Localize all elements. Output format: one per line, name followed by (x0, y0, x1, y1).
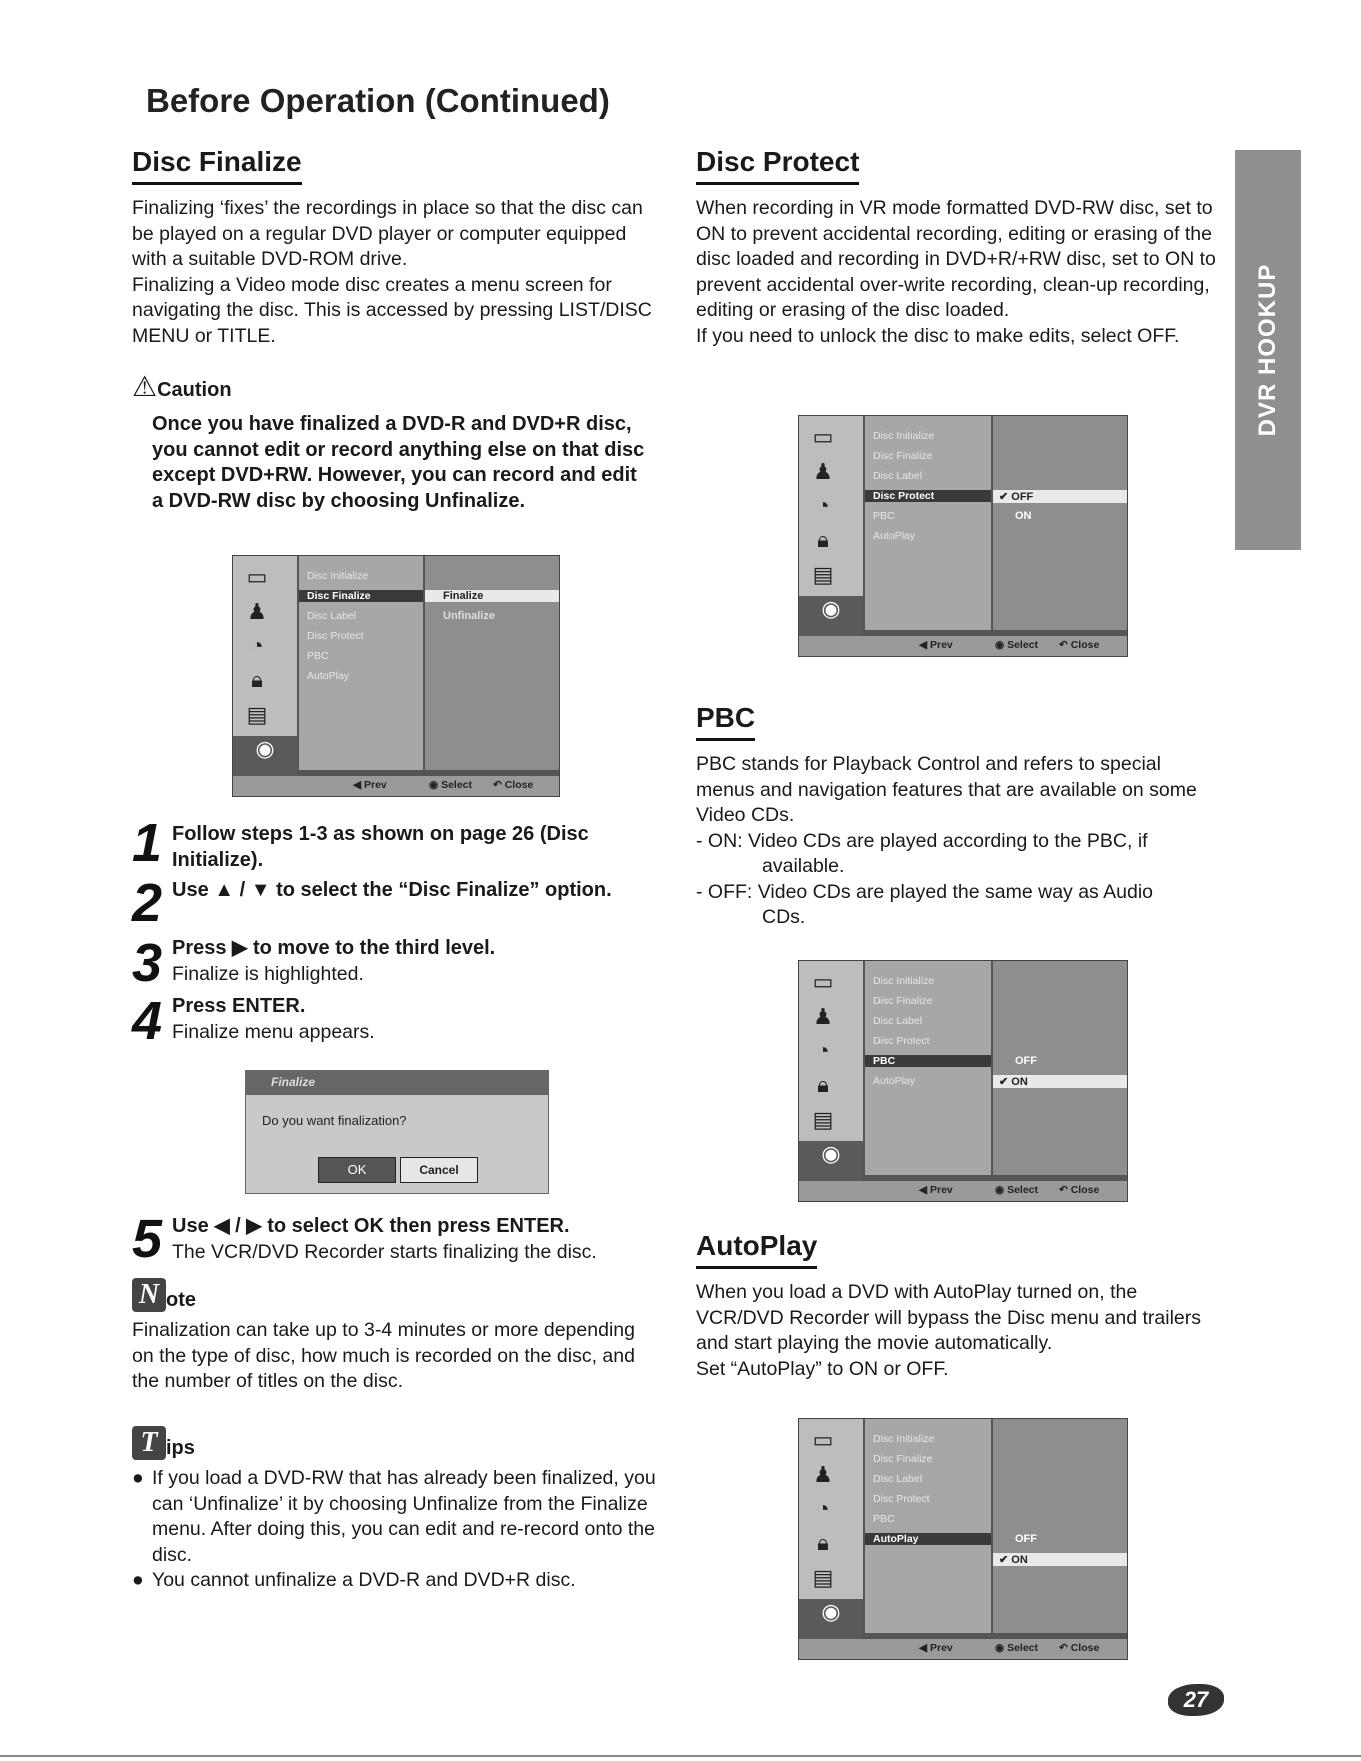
menu-item: Disc Finalize (873, 995, 933, 1007)
menu-item: PBC (873, 1513, 895, 1525)
step-number: 2 (132, 873, 163, 933)
menu-item: Disc Label (873, 1015, 923, 1027)
page-title: Before Operation (Continued) (146, 82, 610, 119)
clock-icon: ◔ (816, 1038, 830, 1063)
paragraph: If you need to unlock the disc to make edits, select OFF. (696, 324, 1180, 347)
step-detail: Finalize menu appears. (172, 1021, 375, 1043)
disc-icon: ◉ (799, 1599, 863, 1639)
menu-item: Disc Initialize (307, 570, 369, 582)
step-detail: The VCR/DVD Recorder starts finalizing the disc. (172, 1241, 597, 1263)
menu-item: Disc Label (873, 1473, 923, 1485)
side-tab-label: DVR HOOKUP (1254, 263, 1281, 437)
dialog-title: Finalize (271, 1075, 316, 1089)
dialog-question: Do you want finalization? (262, 1113, 407, 1128)
menu-item: AutoPlay (873, 530, 916, 542)
menu-item: PBC (873, 510, 895, 522)
section-title: AutoPlay (696, 1230, 817, 1269)
osd-menu-list (865, 961, 991, 1175)
tips-list (132, 1466, 662, 1594)
select-hint: ◉ Select (995, 639, 1039, 651)
pbc-on-cont: available. (762, 855, 845, 877)
osd-menu-list (299, 556, 423, 770)
osd-nav-bar (799, 1181, 1127, 1201)
disc-icon: ◉ (799, 596, 863, 636)
menu-item: Disc Protect (307, 630, 364, 642)
menu-item: Disc Protect (865, 490, 991, 502)
menu-item: Disc Label (307, 610, 357, 622)
tv-icon: ▭ (246, 564, 268, 589)
disc-finalize-body (132, 196, 662, 349)
section-title: Disc Protect (696, 146, 859, 185)
warning-icon: ⚠ (132, 371, 158, 402)
cancel-button[interactable]: Cancel (400, 1157, 478, 1183)
prev-hint: ◀ Prev (353, 779, 387, 791)
caution-heading (132, 370, 232, 403)
osd-icon-column (799, 416, 863, 630)
side-tab (1235, 150, 1301, 550)
menu-item: Disc Initialize (873, 1433, 935, 1445)
option-item: ✔ OFF (993, 490, 1127, 503)
autoplay-heading (696, 1230, 817, 1269)
osd-icon-column (799, 1419, 863, 1633)
section-title: Disc Finalize (132, 146, 302, 185)
caution-label: Caution (157, 379, 232, 401)
osd-icon-column (233, 556, 297, 770)
step-text: Press ▶ to move to the third level. (172, 937, 496, 959)
menu-item: Disc Finalize (299, 590, 423, 602)
menu-item: PBC (865, 1055, 991, 1067)
menu-item: Disc Protect (873, 1035, 930, 1047)
osd-menu-pbc (798, 960, 1128, 1202)
note-label: ote (166, 1289, 196, 1311)
paragraph: Set “AutoPlay” to ON or OFF. (696, 1357, 949, 1380)
osd-menu-protect (798, 415, 1128, 657)
step-number: 3 (132, 933, 163, 993)
paragraph: Finalizing a Video mode disc creates a menu screen for navigating the disc. This is accessed by pressing LIST/DISC MENU or TITLE. (132, 273, 652, 347)
paragraph: Finalizing ‘fixes’ the recordings in place so that the disc can be played on a regular DVD player or computer equipped with a suitable DVD-ROM drive. (132, 197, 643, 270)
option-item: OFF (1015, 1055, 1037, 1067)
menu-item: Disc Initialize (873, 975, 935, 987)
disc-icon: ◉ (233, 736, 297, 776)
tip-item (132, 1466, 662, 1568)
step-text: Follow steps 1-3 as shown on page 26 (Disc Initialize). (172, 823, 589, 871)
film-icon: ▤ (812, 1565, 834, 1590)
menu-item: PBC (307, 650, 329, 662)
osd-menu-autoplay (798, 1418, 1128, 1660)
menu-item: Disc Finalize (873, 450, 933, 462)
step-text: Use ◀ / ▶ to select OK then press ENTER. (172, 1215, 570, 1237)
disc-protect-heading (696, 146, 859, 185)
bullet-icon: ● (132, 1467, 144, 1489)
tips-heading (132, 1426, 195, 1460)
dialog-header (246, 1071, 548, 1095)
menu-item: Disc Initialize (873, 430, 935, 442)
bottom-divider (0, 1755, 1361, 1757)
paragraph: When recording in VR mode formatted DVD-RW disc, set to ON to prevent accidental recording, editing or erasing of the disc loaded and recording in DVD+R/+RW disc, set to ON to prevent accidental over-write recording, clean-up recording, editing or erasing of the disc loaded. (696, 197, 1216, 321)
osd-nav-bar (233, 776, 559, 796)
prev-hint: ◀ Prev (919, 1642, 953, 1654)
tv-icon: ▭ (812, 1427, 834, 1452)
disc-protect-body (696, 196, 1226, 349)
select-hint: ◉ Select (995, 1184, 1039, 1196)
select-hint: ◉ Select (429, 779, 473, 791)
paragraph: PBC stands for Playback Control and refers to special menus and navigation features that are available on some Video CDs. (696, 753, 1197, 826)
menu-item: Disc Protect (873, 1493, 930, 1505)
close-hint: ↶ Close (1059, 1642, 1100, 1654)
select-hint: ◉ Select (995, 1642, 1039, 1654)
film-icon: ▤ (812, 562, 834, 587)
osd-menu-finalize (232, 555, 560, 797)
person-icon: ♟ (813, 1004, 833, 1029)
close-hint: ↶ Close (1059, 639, 1100, 651)
step-detail: Finalize is highlighted. (172, 963, 364, 985)
pbc-body (696, 752, 1216, 931)
lock-icon: 🔒︎ (251, 667, 263, 692)
osd-option-panel (993, 416, 1127, 630)
disc-finalize-heading (132, 146, 302, 185)
menu-item: Disc Finalize (873, 1453, 933, 1465)
tip-text: If you load a DVD-RW that has already been finalized, you can ‘Unfinalize’ it by choosing Unfinalize from the Finalize menu. After doing this, you can edit and re-record onto the disc. (152, 1467, 656, 1566)
option-item: Unfinalize (443, 610, 495, 622)
tips-label: ips (166, 1437, 195, 1459)
menu-item: AutoPlay (307, 670, 350, 682)
step-number: 5 (132, 1209, 163, 1269)
step-number: 4 (132, 991, 163, 1051)
pbc-off: - OFF: Video CDs are played the same way as Audio (696, 880, 1154, 903)
note-icon: N (132, 1278, 166, 1312)
option-item: ✔ ON (993, 1553, 1127, 1566)
note-text: Finalization can take up to 3-4 minutes or more depending on the type of disc, how much is recorded on the disc, and the number of titles on the disc. (132, 1319, 635, 1392)
person-icon: ♟ (247, 599, 267, 624)
clock-icon: ◔ (250, 633, 264, 658)
option-item: ✔ ON (993, 1075, 1127, 1088)
prev-hint: ◀ Prev (919, 639, 953, 651)
osd-icon-column (799, 961, 863, 1175)
caution-text: Once you have finalized a DVD-R and DVD+R disc, you cannot edit or record anything else on that disc except DVD+RW. However, you can record and edit a DVD-RW disc by choosing Unfinalize. (152, 413, 645, 512)
tips-icon: T (132, 1426, 166, 1460)
finalize-dialog (245, 1070, 549, 1194)
note-heading (132, 1278, 196, 1312)
bullet-icon: ● (132, 1569, 144, 1591)
tv-icon: ▭ (812, 969, 834, 994)
clock-icon: ◔ (816, 493, 830, 518)
tv-icon: ▭ (812, 424, 834, 449)
ok-button[interactable]: OK (318, 1157, 396, 1183)
disc-icon: ◉ (799, 1141, 863, 1181)
menu-item: AutoPlay (873, 1075, 916, 1087)
menu-item: Disc Label (873, 470, 923, 482)
clock-icon: ◔ (816, 1496, 830, 1521)
option-item: Finalize (425, 590, 559, 602)
lock-icon: 🔒︎ (817, 1530, 829, 1555)
option-item: OFF (1015, 1533, 1037, 1545)
autoplay-body (696, 1280, 1216, 1382)
osd-nav-bar (799, 636, 1127, 656)
osd-menu-list (865, 416, 991, 630)
osd-menu-list (865, 1419, 991, 1633)
page-number: 27 (1168, 1684, 1224, 1716)
menu-item: AutoPlay (865, 1533, 991, 1545)
step-text: Use ▲ / ▼ to select the “Disc Finalize” option. (172, 879, 612, 901)
close-hint: ↶ Close (493, 779, 534, 791)
tip-text: You cannot unfinalize a DVD-R and DVD+R disc. (152, 1569, 576, 1591)
step-number: 1 (132, 813, 163, 873)
person-icon: ♟ (813, 1462, 833, 1487)
step-text: Press ENTER. (172, 995, 306, 1017)
prev-hint: ◀ Prev (919, 1184, 953, 1196)
film-icon: ▤ (812, 1107, 834, 1132)
pbc-off-cont: CDs. (762, 906, 806, 928)
close-hint: ↶ Close (1059, 1184, 1100, 1196)
lock-icon: 🔒︎ (817, 527, 829, 552)
osd-nav-bar (799, 1639, 1127, 1659)
pbc-heading (696, 702, 755, 741)
pbc-on: - ON: Video CDs are played according to the PBC, if (696, 829, 1148, 852)
person-icon: ♟ (813, 459, 833, 484)
osd-option-panel (993, 1419, 1127, 1633)
osd-option-panel (425, 556, 559, 770)
osd-option-panel (993, 961, 1127, 1175)
paragraph: When you load a DVD with AutoPlay turned on, the VCR/DVD Recorder will bypass the Disc menu and trailers and start playing the movie automatically. (696, 1281, 1202, 1354)
section-title: PBC (696, 702, 755, 741)
lock-icon: 🔒︎ (817, 1072, 829, 1097)
film-icon: ▤ (246, 702, 268, 727)
tip-item (132, 1568, 662, 1594)
option-item: ON (1015, 510, 1032, 522)
